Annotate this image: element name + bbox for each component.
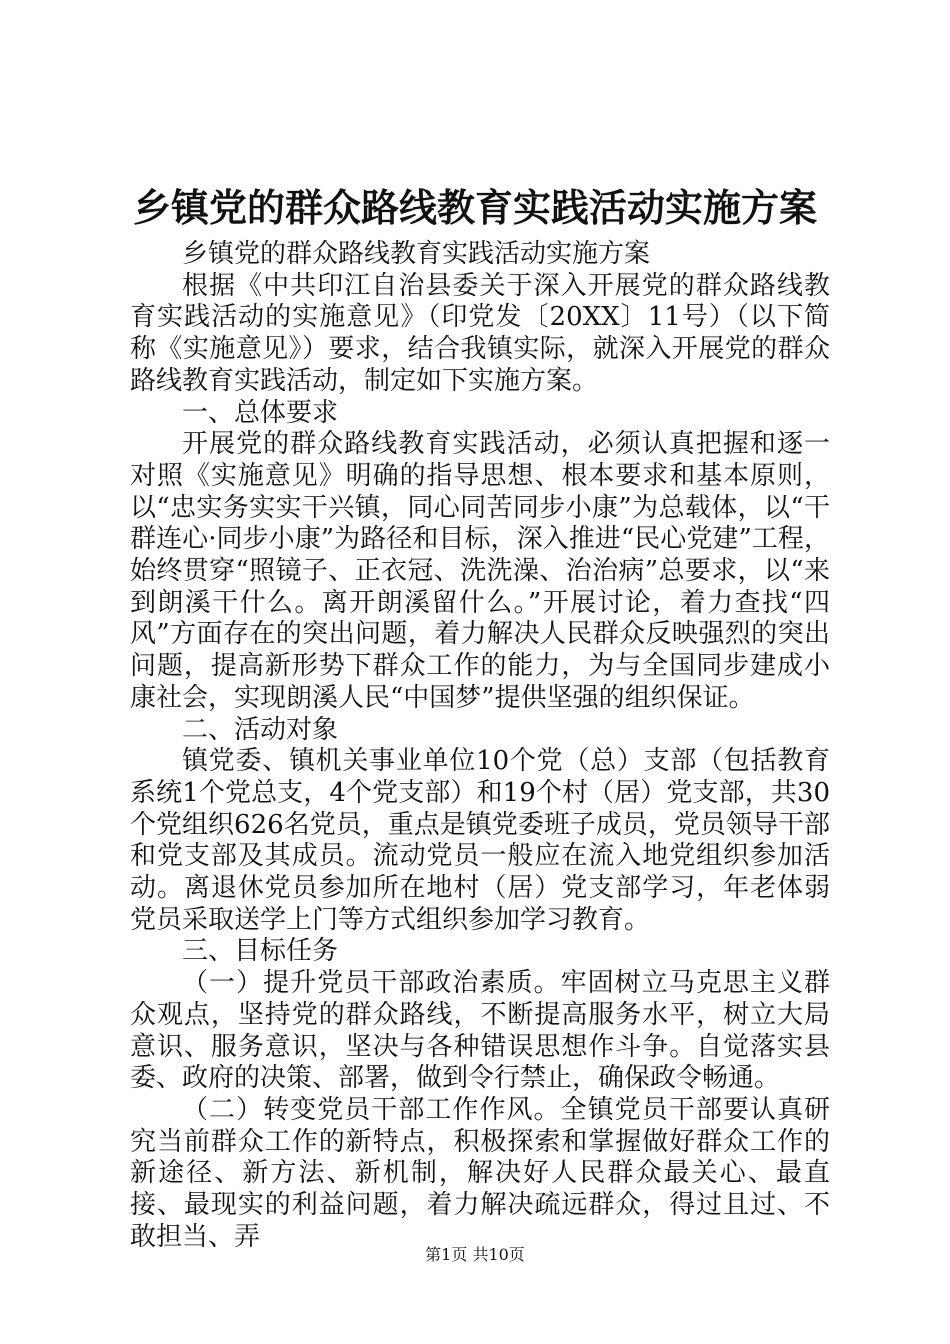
document-title: 乡镇党的群众路线教育实践活动实施方案: [132, 185, 817, 230]
paragraph-goal-2: （二）转变党员干部工作作风。全镇党员干部要认真研究当前群众工作的新特点，积极探索和掌握做好群众工作的新途径、新方法、新机制，解决好人民群众最关心、最直接、最现实的利益问题，着力解决疏远群众，得过且过、不敢担当、弄: [130, 1094, 830, 1252]
paragraph-activity-targets: 镇党委、镇机关事业单位10个党（总）支部（包括教育系统1个党总支，4个党支部）和19个村（居）党支部，共30个党组织626名党员，重点是镇党委班子成员，党员领导干部和党支部及其成员。流动党员一般应在流入地党组织参加活动。离退休党员参加所在地村（居）党支部学习，年老体弱党员采取送学上门等方式组织参加学习教育。: [130, 746, 830, 935]
paragraph-intro: 根据《中共印江自治县委关于深入开展党的群众路线教育实践活动的实施意见》（印党发〔20XX〕11号）（以下简称《实施意见》）要求，结合我镇实际，就深入开展党的群众路线教育实践活动，制定如下实施方案。: [130, 270, 830, 396]
section-heading-goals-tasks: 三、目标任务: [182, 936, 339, 967]
paragraph-subtitle: 乡镇党的群众路线教育实践活动实施方案: [182, 239, 651, 269]
section-heading-overall-requirements: 一、总体要求: [182, 397, 339, 428]
document-body: [130, 239, 830, 1254]
paragraph-overall-requirements: 开展党的群众路线教育实践活动，必须认真把握和逐一对照《实施意见》明确的指导思想、根本要求和基本原则，以“忠实务实实干兴镇，同心同苦同步小康”为总载体，以“干群连心·同步小康”为路径和目标，深入推进“民心党建”工程，始终贯穿“照镜子、正衣冠、洗洗澡、治治病”总要求，以“来到朗溪干什么。离开朗溪留什么。”开展讨论，着力查找“四风”方面存在的突出问题，着力解决人民群众反映强烈的突出问题，提高新形势下群众工作的能力，为与全国同步建成小康社会，实现朗溪人民“中国梦”提供坚强的组织保证。: [130, 429, 830, 713]
page-number-footer: 第1页 共10页: [425, 1245, 525, 1264]
section-heading-activity-targets: 二、活动对象: [182, 714, 339, 745]
paragraph-goal-1: （一）提升党员干部政治素质。牢固树立马克思主义群众观点，坚持党的群众路线，不断提高服务水平，树立大局意识、服务意识，坚决与各种错误思想作斗争。自觉落实县委、政府的决策、部署，做到令行禁止，确保政令畅通。: [130, 968, 830, 1094]
